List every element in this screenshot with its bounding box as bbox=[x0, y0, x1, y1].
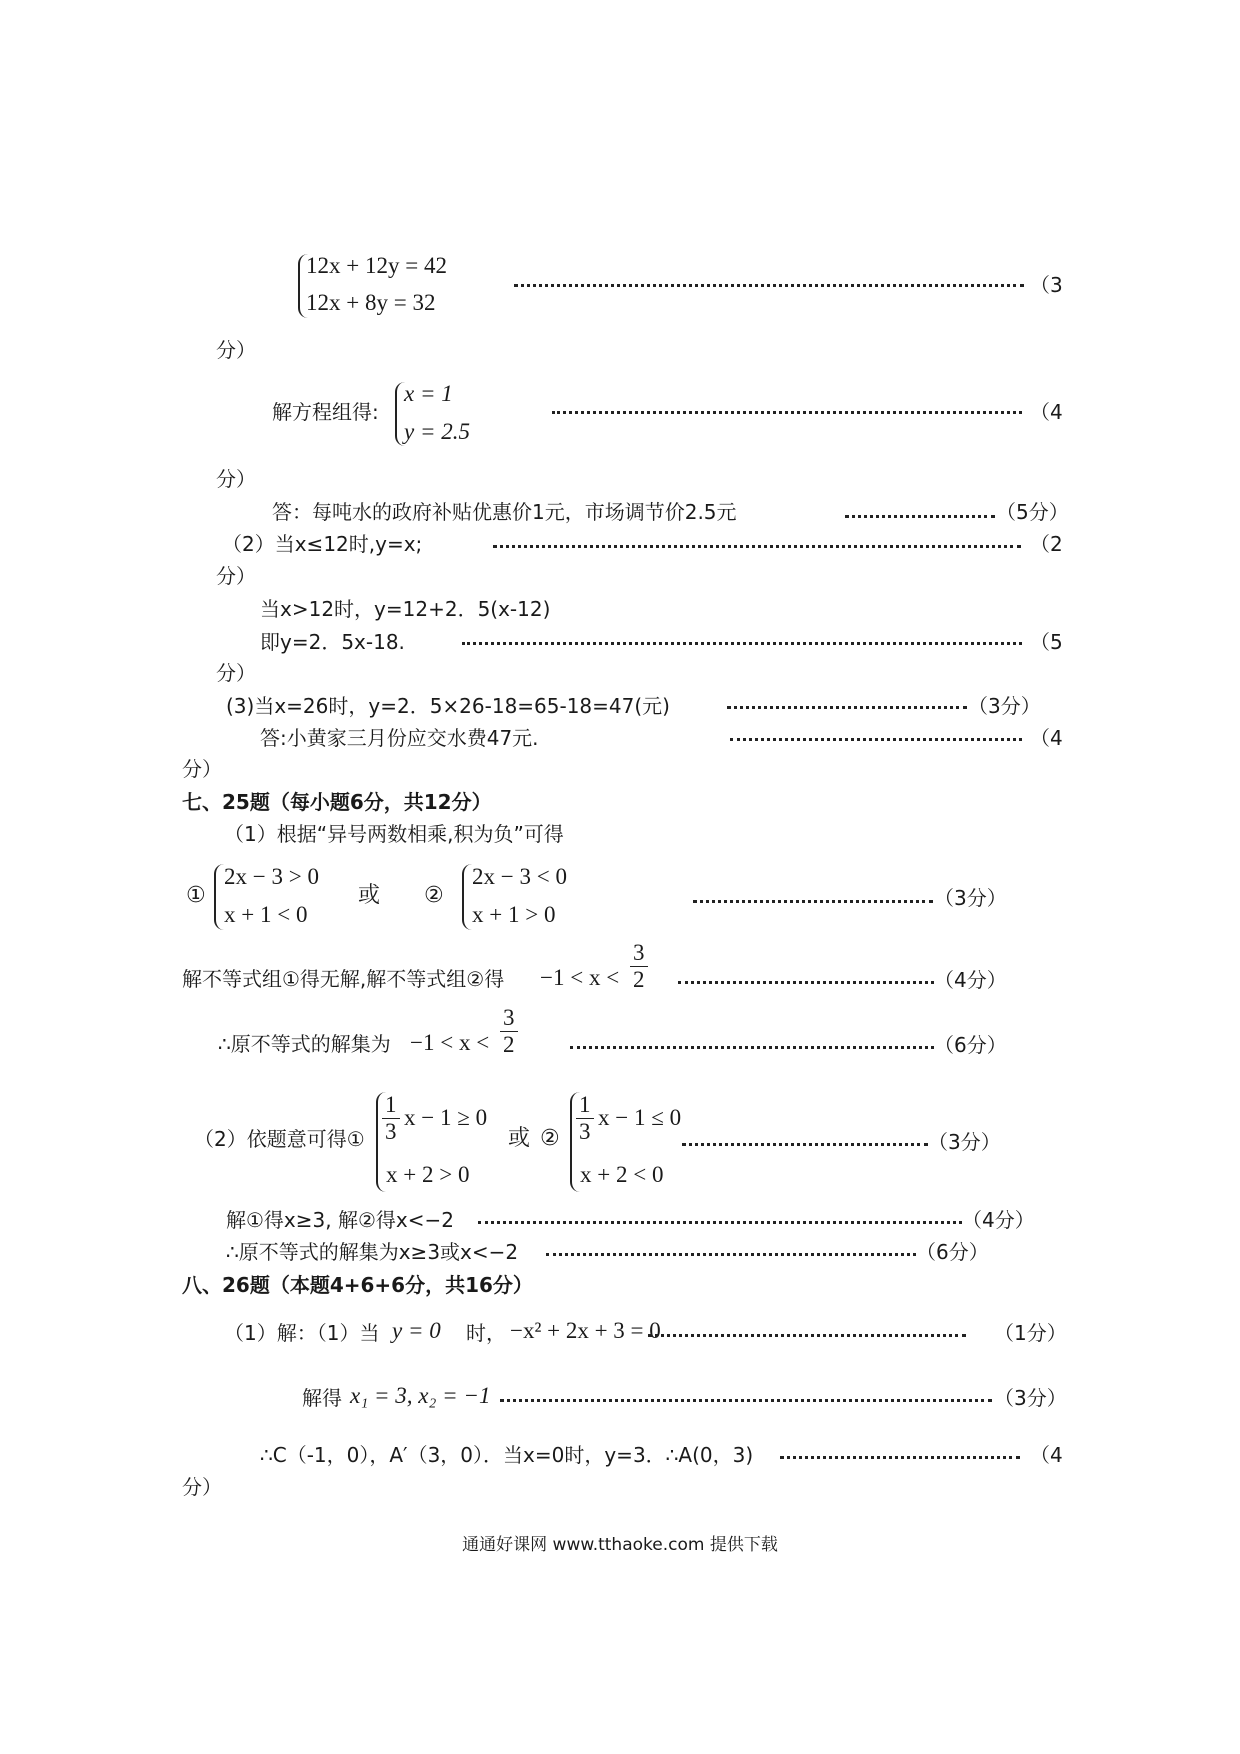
fraction-numerator: 3 bbox=[630, 940, 648, 967]
dot-leader bbox=[730, 738, 1022, 741]
equation-row: x + 2 < 0 bbox=[580, 1162, 664, 1187]
fraction-denominator: 2 bbox=[633, 967, 645, 992]
score-mark: （3 bbox=[1030, 273, 1063, 297]
score-mark: （3分） bbox=[934, 886, 1007, 910]
score-mark: （2 bbox=[1030, 532, 1063, 556]
section-title: 八、26题（本题4+6+6分，共16分） bbox=[182, 1273, 533, 1297]
fraction-numerator: 1 bbox=[576, 1092, 594, 1119]
page-footer: 通通好课网 www.tthaoke.com 提供下载 bbox=[462, 1535, 778, 1555]
sec8-points-line: ∴C（-1，0），A′（3，0）．当x=0时，y=3．∴A(0，3) bbox=[260, 1443, 754, 1467]
fraction bbox=[500, 1005, 518, 1058]
section-paragraph: （2）依题意可得① bbox=[194, 1127, 365, 1151]
equation-row: x = 1 bbox=[404, 381, 453, 406]
dot-leader bbox=[570, 1046, 934, 1049]
dot-leader bbox=[493, 545, 1021, 548]
or-word: 或 bbox=[358, 883, 381, 908]
score-mark: （3分） bbox=[968, 694, 1041, 718]
score-mark: （3分） bbox=[994, 1386, 1067, 1410]
part2-line: 当x>12时，y=12+2．5(x-12) bbox=[260, 597, 551, 621]
score-mark-suffix: 分） bbox=[216, 467, 256, 491]
sec8-line-prefix: （1）解：（1）当 bbox=[224, 1321, 380, 1345]
equation-row: 2x − 3 > 0 bbox=[224, 864, 319, 889]
inequality: −1 < x < bbox=[540, 965, 620, 990]
system-label: ② bbox=[424, 883, 444, 908]
part3-line: (3)当x=26时，y=2．5×26-18=65-18=47(元) bbox=[226, 694, 670, 718]
or-word: 或 bbox=[508, 1126, 531, 1151]
score-mark: （4分） bbox=[934, 968, 1007, 992]
score-mark-suffix: 分） bbox=[182, 757, 222, 781]
inline-math: y = 0 bbox=[392, 1318, 441, 1343]
equation-brace bbox=[462, 864, 472, 930]
inequality: −1 < x < bbox=[410, 1030, 490, 1055]
score-mark: （5分） bbox=[996, 500, 1069, 524]
equation-row: 12x + 8y = 32 bbox=[306, 290, 436, 315]
score-mark: （4 bbox=[1030, 726, 1063, 750]
dot-leader bbox=[727, 706, 967, 709]
conclusion-line: ∴原不等式的解集为 bbox=[218, 1032, 391, 1056]
dot-leader bbox=[552, 411, 1022, 414]
score-mark: （3分） bbox=[928, 1130, 1001, 1154]
section-paragraph: （1）根据“异号两数相乘,积为负”可得 bbox=[224, 822, 564, 846]
dot-leader bbox=[682, 1143, 928, 1146]
equation-row: x − 1 ≤ 0 bbox=[598, 1105, 682, 1130]
score-mark: （4分） bbox=[962, 1208, 1035, 1232]
score-mark-suffix: 分） bbox=[216, 564, 256, 588]
dot-leader bbox=[514, 284, 1024, 287]
inline-math: x₁ = 3, x₂ = −1 bbox=[350, 1383, 491, 1408]
fraction bbox=[630, 940, 648, 993]
score-mark: （4 bbox=[1030, 400, 1063, 424]
fraction bbox=[576, 1092, 594, 1145]
fraction-numerator: 3 bbox=[500, 1005, 518, 1032]
equation-brace bbox=[214, 864, 224, 930]
solve-label: 解方程组得: bbox=[272, 400, 379, 424]
score-mark: （5 bbox=[1030, 630, 1063, 654]
fraction-numerator: 1 bbox=[382, 1092, 400, 1119]
dot-leader bbox=[546, 1253, 916, 1256]
fraction-denominator: 2 bbox=[503, 1032, 515, 1057]
conclusion-line: ∴原不等式的解集为x≥3或x<−2 bbox=[226, 1240, 519, 1264]
score-mark: （1分） bbox=[994, 1321, 1067, 1345]
sec8-line-mid: 时， bbox=[466, 1321, 506, 1345]
dot-leader bbox=[780, 1456, 1020, 1459]
sec8-solve-prefix: 解得 bbox=[302, 1386, 342, 1410]
score-mark-suffix: 分） bbox=[182, 1475, 222, 1499]
fraction-denominator: 3 bbox=[579, 1119, 591, 1144]
dot-leader bbox=[478, 1221, 962, 1224]
section-title: 七、25题（每小题6分，共12分） bbox=[182, 790, 492, 814]
fraction-denominator: 3 bbox=[385, 1119, 397, 1144]
equation-row: 2x − 3 < 0 bbox=[472, 864, 567, 889]
score-mark: （4 bbox=[1030, 1443, 1063, 1467]
equation-row: x + 1 < 0 bbox=[224, 902, 308, 927]
equation-row: 12x + 12y = 42 bbox=[306, 253, 447, 278]
score-mark-suffix: 分） bbox=[216, 338, 256, 362]
equation-row: y = 2.5 bbox=[404, 419, 470, 444]
score-mark: （6分） bbox=[916, 1240, 989, 1264]
score-mark: （6分） bbox=[934, 1033, 1007, 1057]
solve-line: 解①得x≥3, 解②得x<−2 bbox=[226, 1208, 454, 1232]
equation-row: x + 1 > 0 bbox=[472, 902, 556, 927]
dot-leader bbox=[500, 1399, 992, 1402]
dot-leader bbox=[845, 515, 995, 518]
equation-row: x + 2 > 0 bbox=[386, 1162, 470, 1187]
dot-leader bbox=[693, 900, 933, 903]
dot-leader bbox=[462, 642, 1022, 645]
solve-line: 解不等式组①得无解,解不等式组②得 bbox=[182, 967, 505, 991]
dot-leader bbox=[648, 1334, 966, 1337]
fraction bbox=[382, 1092, 400, 1145]
answer-text: 答：每吨水的政府补贴优惠价1元，市场调节价2.5元 bbox=[272, 500, 737, 524]
part2-line: （2）当x≤12时,y=x; bbox=[222, 532, 423, 556]
inline-math: −x² + 2x + 3 = 0 bbox=[510, 1318, 661, 1343]
part2-line: 即y=2．5x-18. bbox=[260, 630, 405, 654]
part3-answer: 答:小黄家三月份应交水费47元. bbox=[260, 726, 539, 750]
system-label: ① bbox=[186, 883, 206, 908]
score-mark-suffix: 分） bbox=[216, 661, 256, 685]
equation-row: x − 1 ≥ 0 bbox=[404, 1105, 488, 1130]
dot-leader bbox=[678, 981, 934, 984]
system-label: ② bbox=[540, 1126, 560, 1151]
